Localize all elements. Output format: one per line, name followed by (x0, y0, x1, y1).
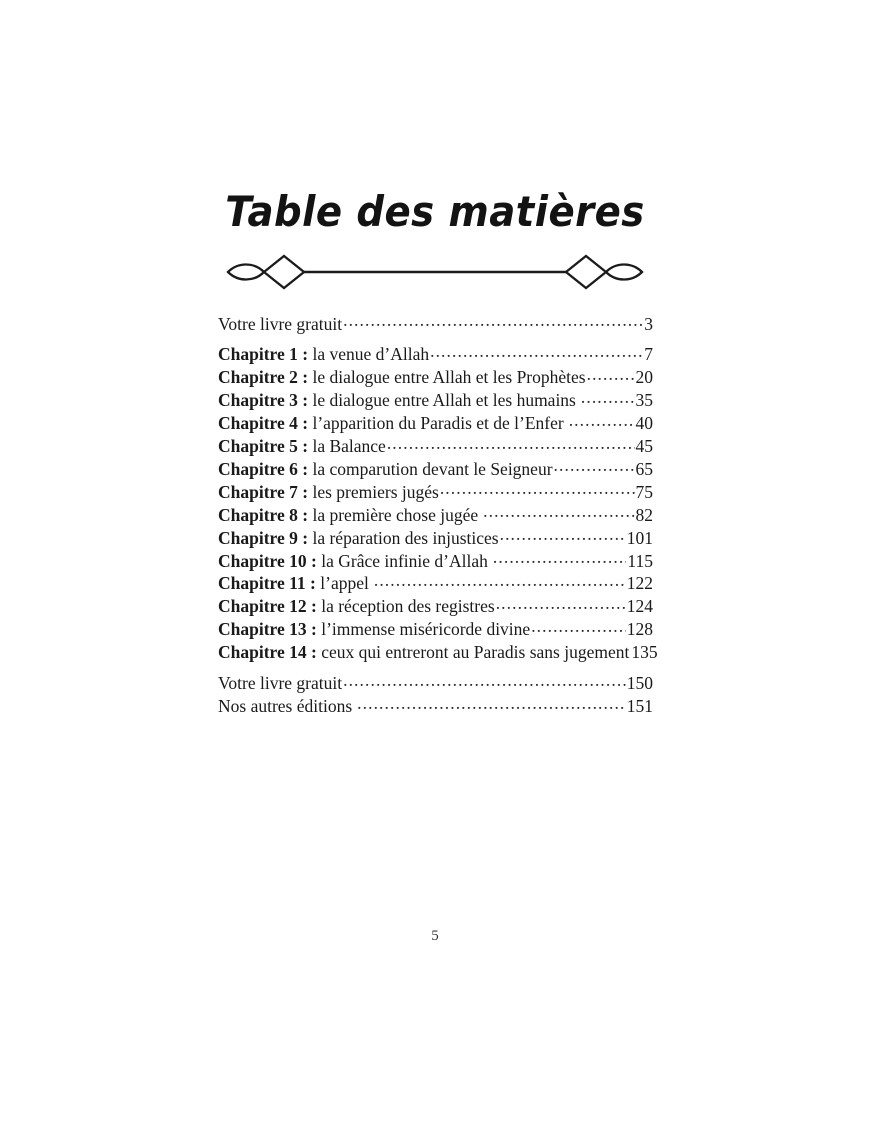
toc-entry-chapter: Chapitre 3 : (218, 390, 309, 411)
toc-entry-title: la Balance (312, 436, 386, 457)
toc-entry-label (218, 481, 439, 503)
toc-entry-title: l’apparition du Paradis et de l’Enfer (312, 413, 564, 434)
dot-leader (343, 312, 643, 330)
toc-entry-page: 101 (626, 527, 653, 548)
toc-entry-chapter: Chapitre 13 : (218, 619, 317, 640)
page-title: Table des matières (225, 187, 645, 236)
toc-entry-page: 135 (631, 642, 658, 663)
dot-leader (374, 572, 626, 590)
dot-leader (587, 366, 635, 384)
toc-entry-page: 65 (635, 458, 653, 479)
toc-entry[interactable] (218, 672, 653, 695)
toc-entry-page: 82 (635, 504, 653, 525)
toc-entry-title: la réparation des injustices (312, 527, 499, 548)
toc-entry[interactable] (218, 641, 658, 664)
toc-entry-page: 115 (627, 550, 653, 571)
toc-group-chapters (218, 343, 658, 664)
toc-entry-chapter: Chapitre 7 : (218, 481, 309, 502)
toc-entry-chapter: Chapitre 1 : (218, 344, 309, 365)
toc-entry[interactable] (218, 549, 653, 572)
toc-entry-title: l’appel (320, 573, 369, 594)
toc-entry-label (218, 595, 495, 617)
toc-entry[interactable] (218, 366, 653, 389)
toc-group-front-matter (218, 312, 653, 335)
toc-entry-page: 124 (626, 596, 653, 617)
dot-leader (343, 672, 626, 690)
toc-entry[interactable] (218, 480, 653, 503)
toc-entry-label (218, 412, 564, 434)
toc-entry-page: 3 (644, 313, 653, 334)
dot-leader (496, 595, 626, 613)
toc-entry-title: la Grâce infinie d’Allah (321, 550, 488, 571)
toc-entry[interactable] (218, 412, 653, 435)
toc-entry[interactable] (218, 389, 653, 412)
dot-leader (440, 480, 635, 498)
toc-entry-label (218, 435, 386, 457)
toc-entry-label (218, 672, 342, 694)
toc-entry[interactable] (218, 503, 653, 526)
dot-leader (500, 526, 626, 544)
toc-group-back-matter (218, 672, 653, 718)
toc-entry-title: Nos autres éditions (218, 696, 353, 716)
toc-entry-label (218, 550, 488, 572)
dot-leader (430, 343, 643, 361)
toc-entry-title: le dialogue entre Allah et les Prophètes (312, 367, 586, 388)
toc-entry-chapter: Chapitre 2 : (218, 367, 309, 388)
toc-entry-title: la comparution devant le Seigneur (312, 458, 553, 479)
table-of-contents (218, 312, 658, 717)
toc-entry-title: la réception des registres (321, 596, 495, 617)
toc-entry-title: la venue d’Allah (312, 344, 430, 365)
toc-entry-page: 75 (635, 481, 653, 502)
toc-entry-chapter: Chapitre 9 : (218, 527, 309, 548)
ornamental-divider (218, 252, 652, 292)
toc-entry-page: 40 (635, 413, 653, 434)
toc-entry-title: la première chose jugée (312, 504, 479, 525)
dot-leader (569, 412, 635, 430)
toc-entry[interactable] (218, 312, 653, 335)
toc-entry[interactable] (218, 618, 653, 641)
toc-entry-label (218, 695, 352, 717)
toc-entry-title: les premiers jugés (312, 481, 439, 502)
toc-entry-chapter: Chapitre 12 : (218, 596, 317, 617)
toc-entry-title: le dialogue entre Allah et les humains (312, 390, 576, 411)
toc-entry-chapter: Chapitre 6 : (218, 458, 309, 479)
toc-entry[interactable] (218, 572, 653, 595)
toc-entry-title: l’immense miséricorde divine (321, 619, 531, 640)
toc-entry-chapter: Chapitre 11 : (218, 573, 316, 594)
toc-entry[interactable] (218, 343, 653, 366)
toc-entry-label (218, 527, 499, 549)
toc-entry-title: Votre livre gratuit (218, 313, 343, 334)
toc-entry-title: Votre livre gratuit (218, 673, 343, 694)
dot-leader (531, 618, 626, 636)
toc-entry[interactable] (218, 695, 653, 718)
toc-entry-page: 35 (635, 390, 653, 411)
toc-entry-label (218, 618, 530, 640)
toc-entry-label (218, 313, 342, 335)
dot-leader (483, 503, 634, 521)
dot-leader (493, 549, 627, 567)
toc-entry-label (218, 389, 576, 411)
toc-entry-chapter: Chapitre 10 : (218, 550, 317, 571)
dot-leader (387, 435, 635, 453)
dot-leader (554, 457, 635, 475)
toc-entry[interactable] (218, 526, 653, 549)
toc-entry-label (218, 572, 369, 594)
toc-entry-label (218, 641, 629, 663)
diamond-leaf-rule-icon (218, 252, 652, 292)
toc-entry[interactable] (218, 595, 653, 618)
toc-entry[interactable] (218, 435, 653, 458)
dot-leader (581, 389, 635, 407)
toc-entry-page: 20 (635, 367, 653, 388)
toc-entry-page: 128 (626, 619, 653, 640)
page-folio: 5 (431, 928, 439, 944)
toc-entry-page: 45 (635, 436, 653, 457)
toc-entry-label (218, 458, 553, 480)
toc-entry-label (218, 366, 586, 388)
toc-entry-page: 7 (644, 344, 653, 365)
toc-entry-label (218, 343, 429, 365)
toc-entry-page: 151 (626, 696, 653, 716)
toc-entry-page: 122 (626, 573, 653, 594)
toc-entry[interactable] (218, 457, 653, 480)
toc-entry-label (218, 504, 478, 526)
toc-entry-chapter: Chapitre 5 : (218, 436, 309, 457)
toc-entry-chapter: Chapitre 14 : (218, 642, 317, 663)
toc-entry-title: ceux qui entreront au Paradis sans jugement (321, 642, 630, 663)
toc-entry-chapter: Chapitre 8 : (218, 504, 309, 525)
toc-entry-page: 150 (626, 673, 653, 694)
dot-leader (357, 695, 626, 713)
toc-entry-chapter: Chapitre 4 : (218, 413, 309, 434)
